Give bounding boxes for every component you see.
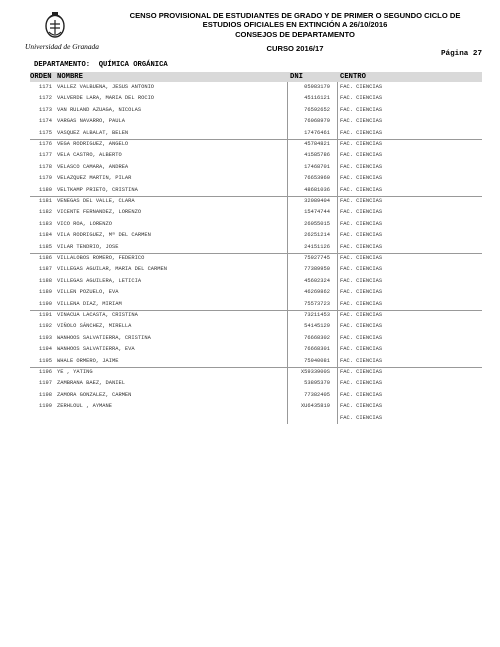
row-centro: FAC. CIENCIAS — [340, 118, 383, 125]
row-dni: 75927745 — [304, 255, 330, 261]
row-nombre: WHALE ORMERO, JAIME — [57, 357, 119, 364]
table-row — [0, 185, 500, 196]
table-row — [0, 299, 500, 310]
row-orden: 1183 — [39, 220, 52, 227]
row-dni: 76068979 — [304, 118, 330, 125]
table-row — [0, 367, 500, 378]
row-orden: 1197 — [39, 380, 52, 387]
row-orden: 1180 — [39, 186, 52, 193]
row-nombre: VILLENA DIAZ, MIRIAM — [57, 300, 122, 307]
row-orden: 1184 — [39, 232, 52, 239]
row-orden: 1189 — [39, 289, 52, 296]
row-dni: 76653960 — [304, 175, 330, 182]
row-nombre: VILA RODRIGUEZ, Mª DEL CARMEN — [57, 232, 151, 239]
row-orden: 1198 — [39, 391, 52, 398]
row-orden: 1177 — [39, 152, 52, 159]
table-row — [0, 356, 500, 367]
table-row — [0, 344, 500, 355]
table-row — [0, 219, 500, 230]
row-orden: 1187 — [39, 266, 52, 273]
row-centro: FAC. CIENCIAS — [340, 346, 383, 353]
department-label: DEPARTAMENTO: — [34, 61, 91, 69]
row-centro: FAC. CIENCIAS — [340, 106, 383, 113]
table-row — [0, 390, 500, 401]
row-orden: 1185 — [39, 243, 52, 250]
row-nombre: VALLEZ VALBUENA, JESUS ANTONIO — [57, 84, 155, 90]
column-divider — [287, 82, 288, 424]
university-name: Universidad de Granada — [25, 42, 99, 51]
row-dni: 46269862 — [304, 289, 330, 296]
row-nombre: VILAR TENDRIO, JOSE — [57, 243, 119, 250]
course-label: CURSO 2016/17 — [266, 44, 324, 53]
row-dni: 32089404 — [304, 198, 330, 204]
row-orden: 1182 — [39, 209, 52, 216]
row-orden: 1195 — [39, 357, 52, 364]
row-centro: FAC. CIENCIAS — [340, 369, 383, 375]
report-title-line2: ESTUDIOS OFICIALES EN EXTINCIÓN A 26/10/2016 — [202, 20, 388, 29]
row-centro: FAC. CIENCIAS — [340, 175, 383, 182]
row-orden: 1190 — [39, 300, 52, 307]
row-dni: 15474744 — [304, 209, 330, 216]
row-orden: 1186 — [39, 255, 52, 261]
table-header — [30, 72, 482, 82]
table-row — [0, 173, 500, 184]
table-row — [0, 82, 500, 93]
column-divider — [337, 82, 338, 424]
row-dni: 53895370 — [304, 380, 330, 387]
row-nombre: VAN RULAND AZUAGA, NICOLAS — [57, 106, 142, 113]
row-centro: FAC. CIENCIAS — [340, 277, 383, 284]
department-name: QUÍMICA ORGÁNICA — [98, 61, 168, 69]
column-header-centro: CENTRO — [340, 73, 366, 81]
row-dni: XU6435819 — [300, 403, 330, 410]
row-nombre: VELTKAMP PRIETO, CRISTINA — [57, 186, 138, 193]
table-row — [0, 230, 500, 241]
row-orden: 1194 — [39, 346, 52, 353]
row-orden: 1199 — [39, 403, 52, 410]
row-dni: 76592652 — [304, 106, 330, 113]
table-row — [0, 128, 500, 139]
row-orden: 1173 — [39, 106, 52, 113]
row-centro: FAC. CIENCIAS — [340, 414, 383, 421]
report-title-line3: CONSEJOS DE DEPARTAMENTO — [235, 30, 355, 39]
row-nombre: VELA CASTRO, ALBERTO — [57, 152, 122, 159]
row-nombre: VINACUA LACASTA, CRISTINA — [57, 312, 138, 318]
table-row — [0, 401, 500, 412]
row-nombre: VILLEN POZUELO, EVA — [57, 289, 119, 296]
table-row — [0, 264, 500, 275]
university-seal-icon — [40, 10, 70, 40]
row-centro: FAC. CIENCIAS — [340, 266, 383, 273]
row-centro: FAC. CIENCIAS — [340, 323, 383, 330]
row-nombre: VASQUEZ ALBALAT, BELEN — [57, 129, 129, 136]
row-centro: FAC. CIENCIAS — [340, 300, 383, 307]
table-row — [0, 413, 500, 424]
row-centro: FAC. CIENCIAS — [340, 334, 383, 341]
row-dni: 17476461 — [304, 129, 330, 136]
table-row — [0, 321, 500, 332]
row-orden: 1175 — [39, 129, 52, 136]
row-orden: 1181 — [39, 198, 52, 204]
row-dni: 75940081 — [304, 357, 330, 364]
table-row — [0, 139, 500, 150]
row-centro: FAC. CIENCIAS — [340, 220, 383, 227]
row-orden: 1176 — [39, 141, 52, 147]
table-row — [0, 378, 500, 389]
row-nombre: WANHOOS SALVATIERRA, CRISTINA — [57, 334, 151, 341]
column-header-dni: DNI — [290, 73, 303, 81]
row-dni: 05983179 — [304, 84, 330, 90]
table-row — [0, 287, 500, 298]
row-nombre: VILLEGAS AGUILERA, LETICIA — [57, 277, 142, 284]
row-dni: 76668301 — [304, 346, 330, 353]
report-title-line1: CENSO PROVISIONAL DE ESTUDIANTES DE GRADO Y DE PRIMER O SEGUNDO CICLO DE — [129, 11, 461, 20]
table-row — [0, 310, 500, 321]
table-row — [0, 253, 500, 264]
row-centro: FAC. CIENCIAS — [340, 95, 383, 102]
row-orden: 1171 — [39, 84, 52, 90]
row-orden: 1188 — [39, 277, 52, 284]
row-dni: 41585786 — [304, 152, 330, 159]
row-centro: FAC. CIENCIAS — [340, 255, 383, 261]
row-dni: 77389950 — [304, 266, 330, 273]
row-nombre: VELASCO CAMARA, ANDREA — [57, 163, 129, 170]
row-orden: 1193 — [39, 334, 52, 341]
row-centro: FAC. CIENCIAS — [340, 198, 383, 204]
table-row — [0, 333, 500, 344]
row-nombre: ZAMBRANA BAEZ, DANIEL — [57, 380, 125, 387]
row-dni: 75573723 — [304, 300, 330, 307]
row-nombre: VEGA RODRIGUEZ, ANGELO — [57, 141, 129, 147]
row-nombre: YE , YATING — [57, 369, 93, 375]
row-dni: 17468701 — [304, 163, 330, 170]
row-orden: 1178 — [39, 163, 52, 170]
row-nombre: VILLEGAS AGUILAR, MARIA DEL CARMEN — [57, 266, 167, 273]
row-dni: 54145129 — [304, 323, 330, 330]
table-row — [0, 116, 500, 127]
row-centro: FAC. CIENCIAS — [340, 84, 383, 90]
table-row — [0, 207, 500, 218]
row-nombre: VALVERDE LARA, MARIA DEL ROCIO — [57, 95, 155, 102]
row-orden: 1192 — [39, 323, 52, 330]
row-orden: 1174 — [39, 118, 52, 125]
row-centro: FAC. CIENCIAS — [340, 380, 383, 387]
row-centro: FAC. CIENCIAS — [340, 232, 383, 239]
row-nombre: VICENTE FERNANDEZ, LORENZO — [57, 209, 142, 216]
row-nombre: VICO ROA, LORENZO — [57, 220, 112, 227]
row-nombre: ZERHLOUL , AYMANE — [57, 403, 112, 410]
column-header-nombre: NOMBRE — [57, 73, 83, 81]
table-row — [0, 242, 500, 253]
row-orden: 1172 — [39, 95, 52, 102]
table-row — [0, 196, 500, 207]
row-nombre: ZAMORA GONZALEZ, CARMEN — [57, 391, 132, 398]
row-centro: FAC. CIENCIAS — [340, 141, 383, 147]
row-centro: FAC. CIENCIAS — [340, 186, 383, 193]
row-dni: X5933900S — [300, 369, 330, 375]
row-nombre: VILLALOBOS ROMERO, FEDERICO — [57, 255, 145, 261]
university-logo — [14, 10, 106, 54]
page-number: Página 27 — [440, 50, 482, 58]
row-dni: 73211453 — [304, 312, 330, 318]
table-row — [0, 150, 500, 161]
row-dni: 24151126 — [304, 243, 330, 250]
table-row — [0, 105, 500, 116]
row-nombre: VARGAS NAVARRO, PAULA — [57, 118, 125, 125]
row-dni: 45784821 — [304, 141, 330, 147]
row-dni: 26251214 — [304, 232, 330, 239]
column-header-orden: ORDEN — [30, 73, 52, 81]
row-dni: 77382405 — [304, 391, 330, 398]
row-centro: FAC. CIENCIAS — [340, 403, 383, 410]
row-centro: FAC. CIENCIAS — [340, 391, 383, 398]
row-dni: 45116121 — [304, 95, 330, 102]
row-dni: 48681036 — [304, 186, 330, 193]
row-centro: FAC. CIENCIAS — [340, 163, 383, 170]
row-nombre: VENEGAS DEL VALLE, CLARA — [57, 198, 135, 204]
row-nombre: VIÑOLO SÁNCHEZ, MIRELLA — [57, 323, 132, 330]
row-nombre: WANHOOS SALVATIERRA, EVA — [57, 346, 135, 353]
row-centro: FAC. CIENCIAS — [340, 243, 383, 250]
table-row — [0, 276, 500, 287]
row-dni: 26055015 — [304, 220, 330, 227]
row-centro: FAC. CIENCIAS — [340, 129, 383, 136]
row-orden: 1179 — [39, 175, 52, 182]
row-centro: FAC. CIENCIAS — [340, 152, 383, 159]
row-nombre: VELAZQUEZ MARTIN, PILAR — [57, 175, 132, 182]
table-row — [0, 93, 500, 104]
row-centro: FAC. CIENCIAS — [340, 357, 383, 364]
row-centro: FAC. CIENCIAS — [340, 289, 383, 296]
department-line — [34, 61, 168, 69]
row-centro: FAC. CIENCIAS — [340, 312, 383, 318]
table-row — [0, 162, 500, 173]
row-dni: 76668302 — [304, 334, 330, 341]
row-orden: 1191 — [39, 312, 52, 318]
row-orden: 1196 — [39, 369, 52, 375]
row-dni: 45602324 — [304, 277, 330, 284]
row-centro: FAC. CIENCIAS — [340, 209, 383, 216]
